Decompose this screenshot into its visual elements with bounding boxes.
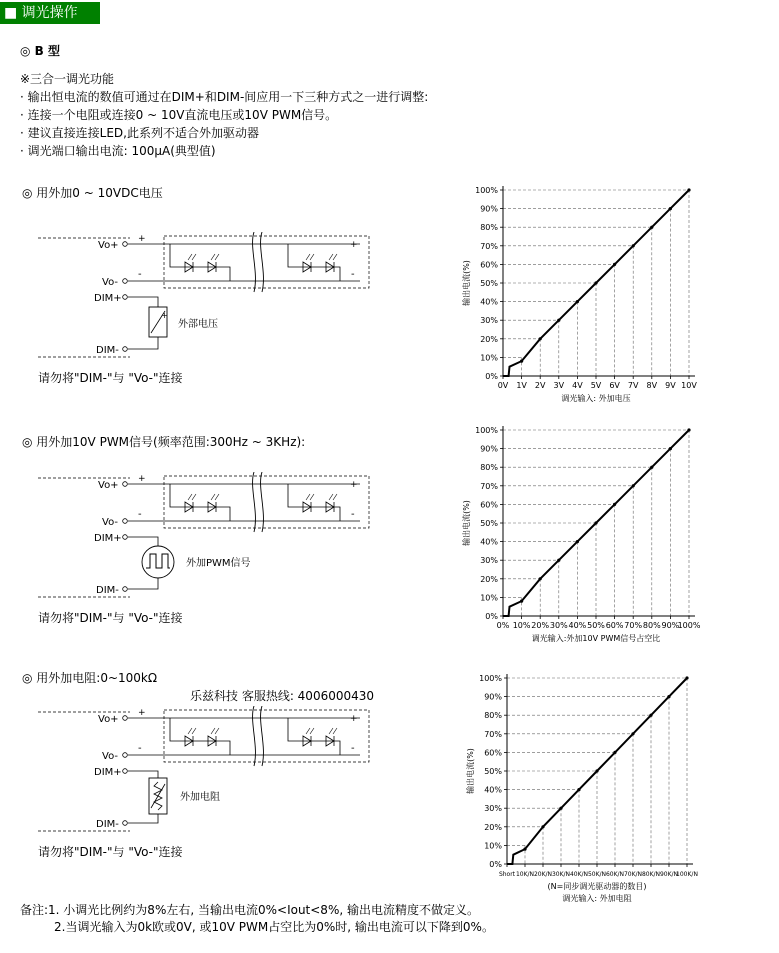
plus-sign: +	[138, 234, 146, 244]
wire	[288, 718, 340, 755]
data-point	[559, 807, 562, 810]
data-point	[685, 676, 688, 679]
y-tick-label: 20%	[484, 822, 502, 832]
data-point	[557, 319, 560, 322]
terminal	[123, 716, 128, 721]
wire	[128, 337, 158, 349]
y-tick-label: 30%	[484, 804, 502, 814]
data-point	[520, 360, 523, 363]
x-tick-label: 60K/N	[605, 871, 625, 878]
y-tick-label: 10%	[480, 593, 498, 603]
y-tick-label: 30%	[480, 316, 498, 326]
y-axis-label: 输出电流(%)	[466, 748, 475, 794]
wire	[170, 718, 230, 755]
intro-heading: ※三合一调光功能	[20, 72, 115, 86]
wire	[288, 244, 340, 281]
plus-sign: +	[350, 714, 358, 724]
y-tick-label: 0%	[485, 612, 498, 621]
data-point	[613, 751, 616, 754]
minus-sign: -	[351, 269, 355, 280]
y-axis-label: 输出电流(%)	[462, 500, 471, 546]
intro-bullet: · 输出恒电流的数值可通过在DIM+和DIM-间应用一下三种方式之一进行调整:	[20, 90, 429, 104]
terminal	[123, 535, 128, 540]
led-icon	[329, 494, 337, 500]
y-tick-label: 50%	[480, 279, 498, 288]
led-icon	[188, 494, 196, 500]
y-tick-label: 60%	[484, 748, 502, 758]
y-tick-label: 100%	[479, 674, 502, 683]
wire	[170, 484, 230, 521]
x-tick-label: 30%	[549, 621, 568, 630]
data-point	[557, 559, 560, 562]
x-tick-label: 40K/N	[569, 871, 589, 878]
component-label: 外加电阻	[180, 792, 220, 803]
data-point	[650, 466, 653, 469]
x-tick-label: 80%	[642, 621, 661, 630]
data-point	[520, 600, 523, 603]
y-tick-label: 70%	[480, 481, 498, 491]
type-label: ◎ B 型	[20, 44, 60, 58]
dim-minus-label: DIM-	[96, 819, 119, 830]
vo-minus-label: Vo-	[102, 277, 118, 288]
vo-plus-label: Vo+	[98, 714, 119, 725]
wire	[170, 244, 230, 281]
data-point	[632, 484, 635, 487]
x-axis-label: 调光输入: 外加电阻	[562, 894, 632, 903]
component-label: 外部电压	[178, 319, 218, 330]
section-title-resistor: ◎ 用外加电阻:0~100kΩ	[22, 671, 158, 685]
data-point	[594, 281, 597, 284]
data-point	[576, 540, 579, 543]
x-tick-label: 4V	[572, 381, 583, 390]
circuit-diagram	[30, 232, 370, 362]
x-tick-label: 40%	[568, 621, 587, 630]
plus-sign: +	[350, 480, 358, 490]
data-point	[595, 769, 598, 772]
minus-sign: -	[138, 743, 142, 754]
x-tick-label: 0V	[497, 381, 509, 390]
y-tick-label: 40%	[484, 785, 502, 795]
x-tick-label: 100%	[677, 621, 701, 630]
led-icon	[211, 728, 219, 734]
x-tick-label: 0%	[496, 621, 510, 630]
dim-minus-label: DIM-	[96, 345, 119, 356]
y-tick-label: 100%	[475, 426, 498, 435]
vo-plus-label: Vo+	[98, 240, 119, 251]
dim-minus-label: DIM-	[96, 585, 119, 596]
x-tick-label: 50K/N	[587, 871, 607, 878]
led-icon	[329, 254, 337, 260]
x-tick-label: 10K/N	[515, 871, 535, 878]
x-tick-label: 1V	[516, 381, 527, 390]
x-tick-label: 100K/N	[676, 871, 698, 878]
terminal	[123, 769, 128, 774]
x-tick-label: 90%	[661, 621, 680, 630]
data-point	[539, 577, 542, 580]
y-tick-label: 70%	[484, 729, 502, 739]
section-title-pwm: ◎ 用外加10V PWM信号(频率范围:300Hz ~ 3KHz):	[22, 435, 306, 449]
data-point	[649, 714, 652, 717]
intro-bullet: · 连接一个电阻或连接0 ~ 10V直流电压或10V PWM信号。	[20, 108, 338, 122]
x-tick-label: 10V	[681, 381, 697, 390]
break-mark	[261, 232, 264, 292]
vo-minus-label: Vo-	[102, 517, 118, 528]
note-2: 2.当调光输入为0k欧或0V, 或10V PWM占空比为0%时, 输出电流可以下降到0%。	[54, 920, 494, 934]
wire	[128, 537, 158, 547]
data-point	[687, 188, 690, 191]
led-icon	[211, 494, 219, 500]
data-point	[650, 226, 653, 229]
x-tick-label: 90K/N	[659, 871, 679, 878]
data-point	[613, 503, 616, 506]
y-tick-label: 20%	[480, 334, 498, 344]
data-point	[594, 521, 597, 524]
x-tick-label: Short	[498, 871, 516, 878]
y-tick-label: 60%	[480, 500, 498, 510]
data-point	[687, 428, 690, 431]
y-tick-label: 80%	[480, 463, 498, 473]
dim-plus-label: DIM+	[94, 293, 122, 304]
wire	[288, 484, 340, 521]
data-point	[523, 848, 526, 851]
intro-bullet: · 调光端口输出电流: 100µA(典型值)	[20, 144, 216, 158]
warning-text: 请勿将"DIM-"与 "Vo-"连接	[38, 611, 183, 625]
y-tick-label: 80%	[484, 711, 502, 721]
break-mark	[253, 472, 256, 532]
data-point	[541, 825, 544, 828]
plus-sign: +	[138, 708, 146, 718]
y-axis-label: 输出电流(%)	[462, 260, 471, 306]
x-tick-label: 10%	[512, 621, 531, 630]
wire	[128, 577, 158, 589]
x-tick-label: 20%	[531, 621, 550, 630]
data-point	[632, 244, 635, 247]
terminal	[123, 821, 128, 826]
warning-text: 请勿将"DIM-"与 "Vo-"连接	[38, 845, 183, 859]
x-tick-label: 50%	[587, 621, 605, 630]
plus-sign: +	[161, 311, 168, 320]
intro-bullet: · 建议直接连接LED,此系列不适合外加驱动器	[20, 126, 259, 140]
y-tick-label: 40%	[480, 297, 498, 307]
y-tick-label: 50%	[480, 519, 498, 528]
dim-plus-label: DIM+	[94, 533, 122, 544]
plus-sign: +	[350, 240, 358, 250]
y-tick-label: 60%	[480, 260, 498, 270]
y-tick-label: 30%	[480, 556, 498, 566]
minus-sign: -	[138, 269, 142, 280]
circuit-diagram	[30, 472, 370, 602]
minus-sign: -	[138, 509, 142, 520]
x-tick-label: 60%	[605, 621, 624, 630]
break-mark	[261, 706, 264, 766]
data-point	[631, 732, 634, 735]
break-mark	[261, 472, 264, 532]
y-tick-label: 0%	[489, 860, 502, 869]
terminal	[123, 347, 128, 352]
y-tick-label: 10%	[480, 353, 498, 363]
x-tick-label: 70K/N	[623, 871, 643, 878]
component-label: 外加PWM信号	[186, 558, 251, 569]
dim-plus-label: DIM+	[94, 767, 122, 778]
y-tick-label: 80%	[480, 223, 498, 233]
led-icon	[188, 728, 196, 734]
break-mark	[253, 706, 256, 766]
x-tick-label: 9V	[665, 381, 676, 390]
pwm-source-icon	[142, 546, 174, 578]
y-tick-label: 0%	[485, 372, 498, 381]
chart-voltage	[455, 180, 755, 410]
data-point	[669, 447, 672, 450]
data-point	[576, 300, 579, 303]
minus-sign: -	[351, 509, 355, 520]
x-tick-label: 20K/N	[533, 871, 553, 878]
y-tick-label: 50%	[484, 767, 502, 776]
terminal	[123, 753, 128, 758]
minus-sign: -	[351, 743, 355, 754]
data-point	[539, 337, 542, 340]
x-tick-label: 2V	[534, 381, 546, 390]
vo-plus-label: Vo+	[98, 480, 119, 491]
data-point	[667, 695, 670, 698]
x-tick-label: 3V	[553, 381, 565, 390]
x-tick-label: 80K/N	[641, 871, 661, 878]
x-tick-label: 7V	[627, 381, 639, 390]
section-header: ■ 调光操作	[0, 2, 100, 24]
led-icon	[306, 494, 314, 500]
led-icon	[306, 728, 314, 734]
terminal	[123, 279, 128, 284]
x-tick-label: 6V	[609, 381, 620, 390]
y-tick-label: 90%	[484, 692, 502, 702]
chart-resistor	[455, 668, 765, 908]
y-tick-label: 90%	[480, 204, 498, 214]
warning-text: 请勿将"DIM-"与 "Vo-"连接	[38, 371, 183, 385]
x-tick-label: 8V	[646, 381, 658, 390]
led-icon	[211, 254, 219, 260]
terminal	[123, 482, 128, 487]
section-title-voltage: ◎ 用外加0 ~ 10VDC电压	[22, 186, 163, 200]
data-point	[613, 263, 616, 266]
data-point	[669, 207, 672, 210]
x-tick-label: 30K/N	[551, 871, 571, 878]
circuit-diagram	[30, 706, 370, 836]
note-1: 备注:1. 小调光比例约为8%左右, 当输出电流0%<Iout<8%, 输出电流精度不做定义。	[20, 903, 479, 917]
x-axis-label: 调光输入: 外加电压	[561, 394, 631, 403]
led-icon	[306, 254, 314, 260]
y-tick-label: 70%	[480, 241, 498, 251]
led-icon	[188, 254, 196, 260]
y-tick-label: 20%	[480, 574, 498, 584]
chart-pwm	[455, 420, 755, 650]
wire	[128, 297, 158, 307]
hotline: 乐兹科技 客服热线: 4006000430	[190, 689, 375, 703]
plus-sign: +	[138, 474, 146, 484]
y-tick-label: 90%	[480, 444, 498, 454]
data-point	[577, 788, 580, 791]
terminal	[123, 519, 128, 524]
y-tick-label: 10%	[484, 841, 502, 851]
y-tick-label: 40%	[480, 537, 498, 547]
x-tick-label: 70%	[624, 621, 643, 630]
x-axis-label: 调光输入:外加10V PWM信号占空比	[531, 634, 661, 643]
x-axis-label: (N=同步调光驱动器的数目)	[547, 882, 647, 891]
terminal	[123, 295, 128, 300]
led-icon	[329, 728, 337, 734]
break-mark	[253, 232, 256, 292]
terminal	[123, 587, 128, 592]
x-tick-label: 5V	[590, 381, 602, 390]
terminal	[123, 242, 128, 247]
vo-minus-label: Vo-	[102, 751, 118, 762]
y-tick-label: 100%	[475, 186, 498, 195]
